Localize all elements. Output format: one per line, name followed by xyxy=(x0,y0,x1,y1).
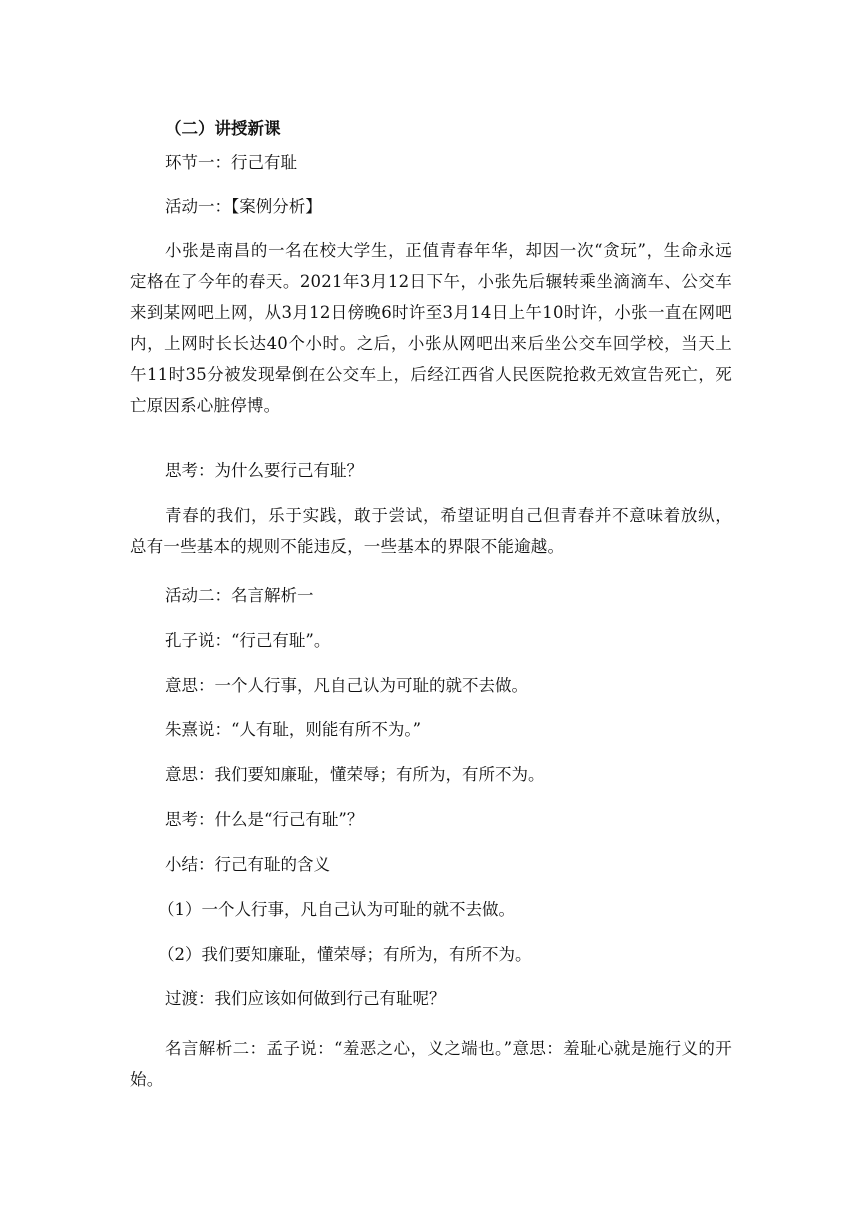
think-question-two: 思考：什么是“行己有耻”？ xyxy=(165,810,364,829)
activity-two-title: 活动二：名言解析一 xyxy=(165,586,314,605)
meaning-one: 意思：一个人行事，凡自己认为可耻的就不去做。 xyxy=(165,676,528,695)
quote-analysis-two: 名言解析二：孟子说：“羞恶之心，义之端也。”意思：羞耻心就是施行义的开始。 xyxy=(130,1039,732,1089)
stage-title: 环节一：行己有耻 xyxy=(165,153,297,172)
meaning-two: 意思：我们要知廉耻，懂荣辱；有所为，有所不为。 xyxy=(165,765,545,784)
zhuxi-quote: 朱熹说：“人有耻，则能有所不为。” xyxy=(165,720,422,739)
summary-point-two: （2）我们要知廉耻，懂荣辱；有所为，有所不为。 xyxy=(158,945,532,964)
summary-title: 小结：行己有耻的含义 xyxy=(165,855,330,874)
section-heading: （二）讲授新课 xyxy=(165,119,281,138)
think-question-one: 思考：为什么要行己有耻？ xyxy=(165,461,363,480)
answer-paragraph: 青春的我们，乐于实践，敢于尝试，希望证明自己但青春并不意味着放纵，总有一些基本的规则不能违反，一些基本的界限不能逾越。 xyxy=(130,506,732,556)
confucius-quote: 孔子说：“行己有耻”。 xyxy=(165,631,331,650)
case-paragraph: 小张是南昌的一名在校大学生，正值青春年华，却因一次“贪玩”，生命永远定格在了今年的春天。2021年3月12日下午，小张先后辗转乘坐滴滴车、公交车来到某网吧上网，从3月12日傍晚6时许至3月14日上午10时许，小张一直在网吧内，上网时长长达40个小时。之后，小张从网吧出来后坐公交车回学校，当天上午11时35分被发现晕倒在公交车上，后经江西省人民医院抢救无效宣告死亡，死亡原因系心脏停博。 xyxy=(130,241,732,415)
activity-one-title: 活动一：【案例分析】 xyxy=(165,197,322,216)
transition-text: 过渡：我们应该如何做到行己有耻呢？ xyxy=(165,989,446,1008)
summary-point-one: （1）一个人行事，凡自己认为可耻的就不去做。 xyxy=(158,900,515,919)
